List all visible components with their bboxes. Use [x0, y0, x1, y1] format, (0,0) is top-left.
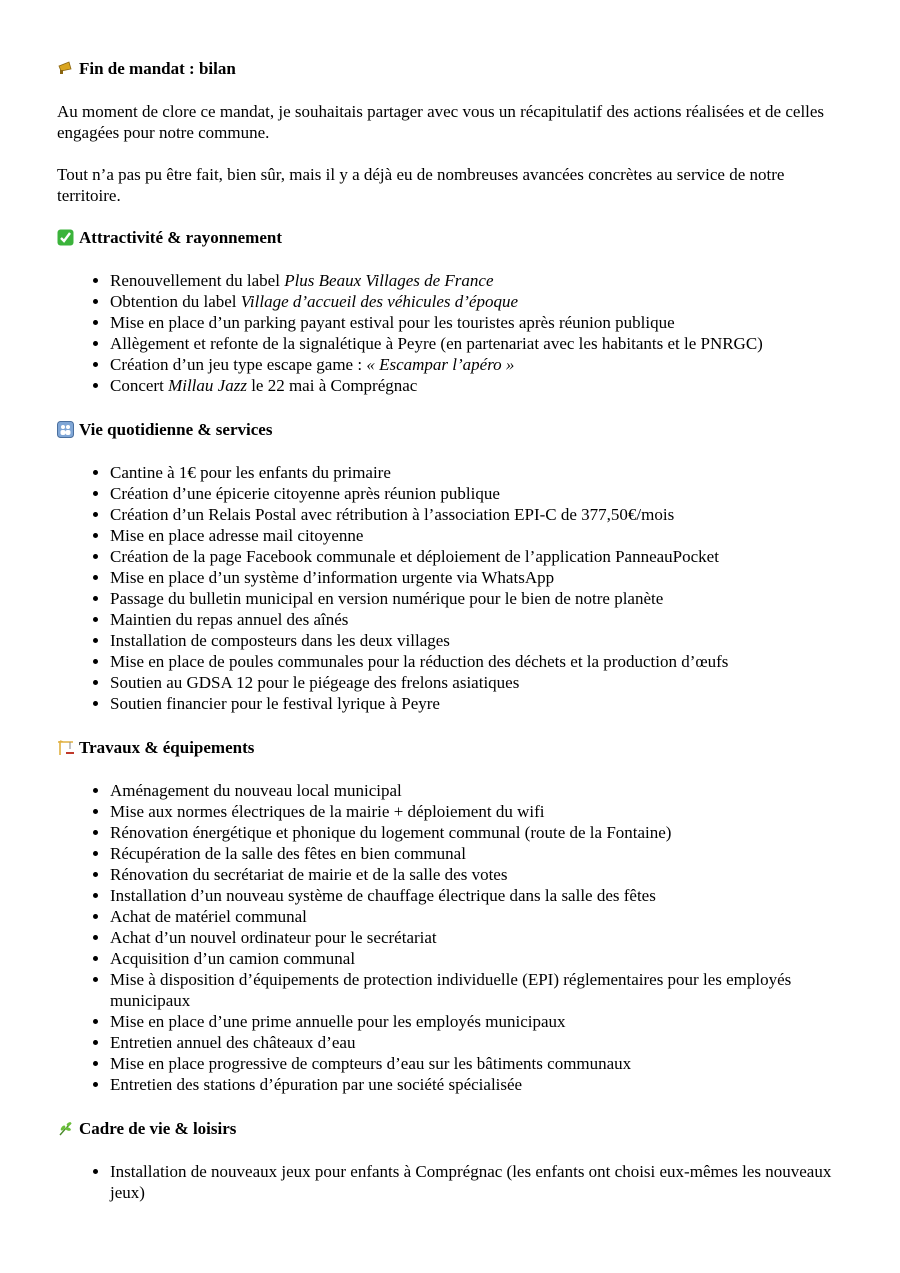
section-heading: Vie quotidienne & services [57, 419, 840, 440]
list-item: • Entretien annuel des châteaux d’eau [110, 1032, 840, 1053]
list-item: • Rénovation énergétique et phonique du logement communal (route de la Fontaine) [110, 822, 840, 843]
list-item: • Aménagement du nouveau local municipal [110, 780, 840, 801]
megaphone-icon [57, 60, 74, 77]
list-item: • Installation de composteurs dans les deux villages [110, 630, 840, 651]
list-item: • Création d’une épicerie citoyenne après réunion publique [110, 483, 840, 504]
list-item: • Mise à disposition d’équipements de protection individuelle (EPI) réglementaires pour les employés municipaux [110, 969, 840, 1011]
list-item: • Cantine à 1€ pour les enfants du primaire [110, 462, 840, 483]
list-item: • Renouvellement du label Plus Beaux Villages de France [110, 270, 840, 291]
list-item: • Mise aux normes électriques de la mairie + déploiement du wifi [110, 801, 840, 822]
list-item: • Passage du bulletin municipal en version numérique pour le bien de notre planète [110, 588, 840, 609]
list-item: • Soutien financier pour le festival lyrique à Peyre [110, 693, 840, 714]
list-item: • Allègement et refonte de la signalétique à Peyre (en partenariat avec les habitants et le PNRGC) [110, 333, 840, 354]
list-item: • Acquisition d’un camion communal [110, 948, 840, 969]
list-item: • Achat d’un nouvel ordinateur pour le secrétariat [110, 927, 840, 948]
list-item: • Rénovation du secrétariat de mairie et de la salle des votes [110, 864, 840, 885]
list-item: • Création d’un Relais Postal avec rétribution à l’association EPI-C de 377,50€/mois [110, 504, 840, 525]
list-item: • Création de la page Facebook communale et déploiement de l’application PanneauPocket [110, 546, 840, 567]
bullet-list [57, 462, 840, 714]
bullet-list [57, 1161, 840, 1203]
bullet-list [57, 780, 840, 1095]
list-item: • Maintien du repas annuel des aînés [110, 609, 840, 630]
list-item: • Création d’un jeu type escape game : « Escampar l’apéro » [110, 354, 840, 375]
document-title: Fin de mandat : bilan [57, 58, 840, 79]
bullet-list [57, 270, 840, 396]
construction-crane-icon [57, 739, 74, 756]
list-item: • Mise en place adresse mail citoyenne [110, 525, 840, 546]
list-item: • Concert Millau Jazz le 22 mai à Comprégnac [110, 375, 840, 396]
people-icon [57, 421, 74, 438]
intro-paragraph: Tout n’a pas pu être fait, bien sûr, mais il y a déjà eu de nombreuses avancées concrètes au service de notre territoire. [57, 165, 785, 205]
check-mark-icon [57, 229, 74, 246]
list-item: • Achat de matériel communal [110, 906, 840, 927]
section-heading: Travaux & équipements [57, 737, 840, 758]
list-item: • Mise en place d’un système d’information urgente via WhatsApp [110, 567, 840, 588]
intro-paragraph: Au moment de clore ce mandat, je souhaitais partager avec vous un récapitulatif des actions réalisées et de celles engagées pour notre commune. [57, 102, 825, 142]
section-heading: Attractivité & rayonnement [57, 227, 840, 248]
section-heading: Cadre de vie & loisirs [57, 1118, 840, 1139]
list-item: • Obtention du label Village d’accueil des véhicules d’époque [110, 291, 840, 312]
list-item: • Installation de nouveaux jeux pour enfants à Comprégnac (les enfants ont choisi eux-mêmes les nouveaux jeux) [110, 1161, 840, 1203]
list-item: • Soutien au GDSA 12 pour le piégeage des frelons asiatiques [110, 672, 840, 693]
list-item: • Mise en place d’une prime annuelle pour les employés municipaux [110, 1011, 840, 1032]
list-item: • Récupération de la salle des fêtes en bien communal [110, 843, 840, 864]
list-item: • Mise en place de poules communales pour la réduction des déchets et la production d’œufs [110, 651, 840, 672]
list-item: • Entretien des stations d’épuration par une société spécialisée [110, 1074, 840, 1095]
list-item: • Installation d’un nouveau système de chauffage électrique dans la salle des fêtes [110, 885, 840, 906]
herb-icon [57, 1120, 74, 1137]
list-item: • Mise en place progressive de compteurs d’eau sur les bâtiments communaux [110, 1053, 840, 1074]
list-item: • Mise en place d’un parking payant estival pour les touristes après réunion publique [110, 312, 840, 333]
